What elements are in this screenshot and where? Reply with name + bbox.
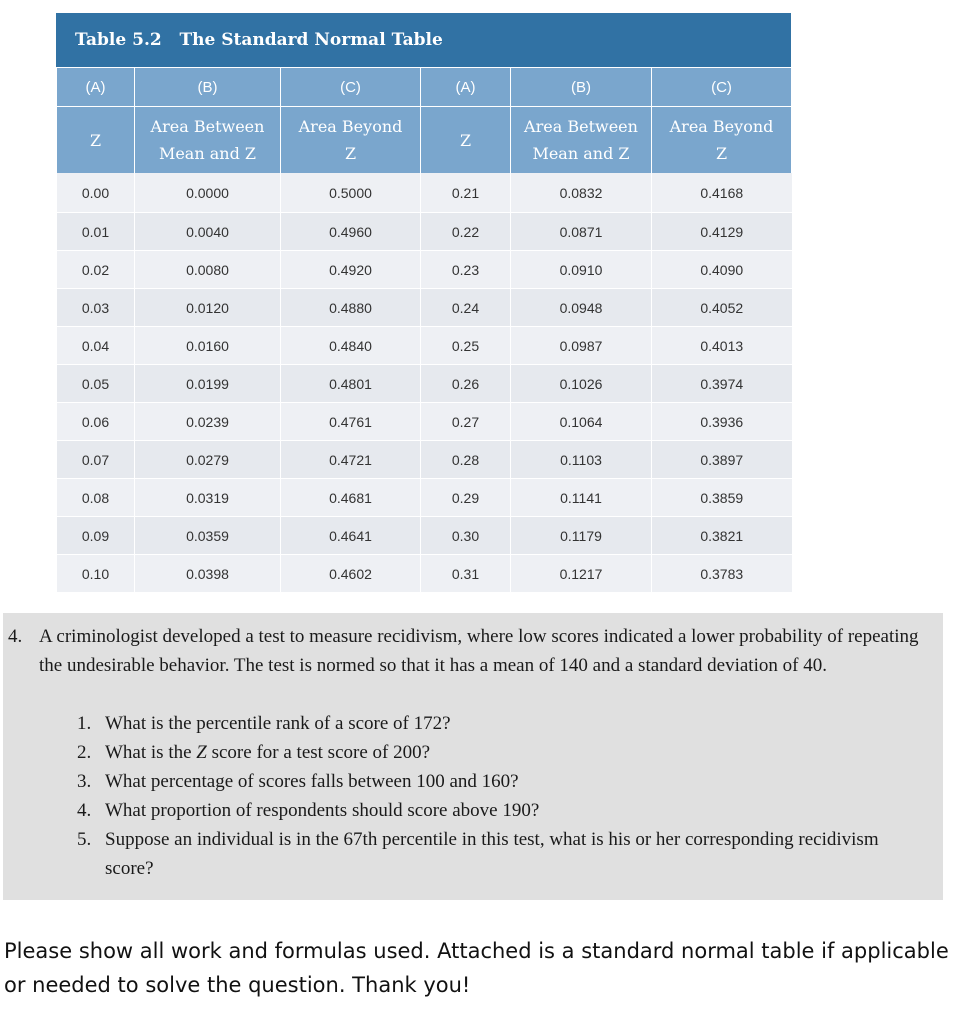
table-cell: 0.4960 (281, 213, 421, 251)
column-heading (652, 107, 792, 174)
table-cell: 0.4052 (652, 289, 792, 327)
question-item (77, 709, 907, 738)
table-cell: 0.4602 (281, 555, 421, 593)
heading-line: Z (459, 130, 472, 150)
table-row (57, 213, 792, 251)
column-letter: (C) (281, 68, 421, 107)
question-text: What is the Z score for a test score of 200? (105, 742, 431, 763)
standard-normal-table (56, 13, 791, 593)
table-cell: 0.01 (57, 213, 135, 251)
table-cell: 0.0279 (135, 441, 281, 479)
column-heading (511, 107, 652, 174)
table-row (57, 517, 792, 555)
table-cell: 0.0160 (135, 327, 281, 365)
column-heading (421, 107, 511, 174)
table-cell: 0.25 (421, 327, 511, 365)
table-cell: 0.4761 (281, 403, 421, 441)
table-cell: 0.0080 (135, 251, 281, 289)
column-heading-row (57, 107, 792, 174)
table-cell: 0.06 (57, 403, 135, 441)
table-cell: 0.0000 (135, 173, 281, 213)
column-letter-row (57, 68, 792, 107)
column-heading (281, 107, 421, 174)
table-cell: 0.3859 (652, 479, 792, 517)
table-cell: 0.29 (421, 479, 511, 517)
table-cell: 0.4681 (281, 479, 421, 517)
table-cell: 0.0398 (135, 555, 281, 593)
heading-line: Z (715, 144, 728, 163)
question-item (77, 796, 907, 825)
table-cell: 0.0832 (511, 173, 652, 213)
table-cell: 0.1103 (511, 441, 652, 479)
table-cell: 0.3783 (652, 555, 792, 593)
table-cell: 0.5000 (281, 173, 421, 213)
table-cell: 0.07 (57, 441, 135, 479)
table-row (57, 555, 792, 593)
table-cell: 0.3897 (652, 441, 792, 479)
table-cell: 0.0120 (135, 289, 281, 327)
table-row (57, 251, 792, 289)
question-text: What percentage of scores falls between 100 and 160? (105, 771, 519, 792)
column-letter: (A) (421, 68, 511, 107)
table-cell: 0.3936 (652, 403, 792, 441)
table-row (57, 173, 792, 213)
table-cell: 0.30 (421, 517, 511, 555)
question-item (77, 738, 907, 767)
column-letter: (B) (135, 68, 281, 107)
normal-table-grid (56, 67, 792, 593)
table-cell: 0.4129 (652, 213, 792, 251)
problem-text: A criminologist developed a test to measure recidivism, where low scores indicated a lower probability of repeating the undesirable behavior. The test is normed so that it has a mean of 140 and a standard deviation of 40. (39, 626, 919, 676)
column-heading (57, 107, 135, 174)
table-cell: 0.22 (421, 213, 511, 251)
table-cell: 0.1064 (511, 403, 652, 441)
table-cell: 0.3821 (652, 517, 792, 555)
question-text: What is the percentile rank of a score of 172? (105, 713, 451, 734)
heading-line: Z (344, 144, 357, 163)
table-row (57, 365, 792, 403)
table-cell: 0.05 (57, 365, 135, 403)
column-letter: (A) (57, 68, 135, 107)
table-cell: 0.1026 (511, 365, 652, 403)
question-text: What proportion of respondents should score above 190? (105, 800, 540, 821)
table-body (57, 173, 792, 593)
table-cell: 0.08 (57, 479, 135, 517)
table-cell: 0.24 (421, 289, 511, 327)
table-title: Table 5.2 The Standard Normal Table (56, 13, 791, 67)
table-cell: 0.4801 (281, 365, 421, 403)
table-cell: 0.23 (421, 251, 511, 289)
question-text: Suppose an individual is in the 67th percentile in this test, what is his or her corresponding recidivism score? (105, 829, 879, 879)
table-cell: 0.03 (57, 289, 135, 327)
question-item (77, 767, 907, 796)
heading-line: Z (89, 130, 102, 150)
question-number: 4. (77, 800, 92, 821)
table-cell: 0.3974 (652, 365, 792, 403)
table-cell: 0.0239 (135, 403, 281, 441)
problem-statement (8, 622, 938, 680)
table-row (57, 441, 792, 479)
column-letter: (C) (652, 68, 792, 107)
request-note: Please show all work and formulas used. Attached is a standard normal table if applicable or needed to solve the question. Thank you! (4, 939, 949, 997)
table-cell: 0.0199 (135, 365, 281, 403)
table-cell: 0.1141 (511, 479, 652, 517)
column-letter: (B) (511, 68, 652, 107)
question-number: 3. (77, 771, 92, 792)
table-row (57, 327, 792, 365)
table-cell: 0.28 (421, 441, 511, 479)
table-cell: 0.4920 (281, 251, 421, 289)
table-cell: 0.4880 (281, 289, 421, 327)
question-item (77, 825, 907, 883)
table-row (57, 403, 792, 441)
table-cell: 0.0040 (135, 213, 281, 251)
heading-line: Area Between (150, 117, 265, 136)
table-cell: 0.0319 (135, 479, 281, 517)
table-cell: 0.0910 (511, 251, 652, 289)
problem-number: 4. (8, 626, 23, 647)
heading-line: Area Beyond (669, 117, 774, 136)
table-cell: 0.21 (421, 173, 511, 213)
column-heading (135, 107, 281, 174)
table-cell: 0.00 (57, 173, 135, 213)
table-cell: 0.0871 (511, 213, 652, 251)
table-cell: 0.4013 (652, 327, 792, 365)
table-cell: 0.26 (421, 365, 511, 403)
table-cell: 0.0359 (135, 517, 281, 555)
question-number: 2. (77, 742, 92, 763)
question-number: 5. (77, 829, 92, 850)
problem-box (3, 613, 943, 900)
table-cell: 0.31 (421, 555, 511, 593)
table-cell: 0.10 (57, 555, 135, 593)
heading-line: Mean and Z (532, 144, 630, 163)
heading-line: Area Beyond (298, 117, 403, 136)
table-cell: 0.09 (57, 517, 135, 555)
table-cell: 0.04 (57, 327, 135, 365)
heading-line: Mean and Z (158, 144, 257, 163)
table-cell: 0.0948 (511, 289, 652, 327)
table-cell: 0.0987 (511, 327, 652, 365)
table-cell: 0.1217 (511, 555, 652, 593)
heading-line: Area Between (524, 117, 638, 136)
table-cell: 0.1179 (511, 517, 652, 555)
table-cell: 0.4168 (652, 173, 792, 213)
table-row (57, 289, 792, 327)
table-cell: 0.4641 (281, 517, 421, 555)
question-list (77, 709, 907, 883)
table-cell: 0.4090 (652, 251, 792, 289)
table-cell: 0.02 (57, 251, 135, 289)
table-cell: 0.4840 (281, 327, 421, 365)
table-cell: 0.27 (421, 403, 511, 441)
question-number: 1. (77, 713, 92, 734)
table-cell: 0.4721 (281, 441, 421, 479)
table-row (57, 479, 792, 517)
